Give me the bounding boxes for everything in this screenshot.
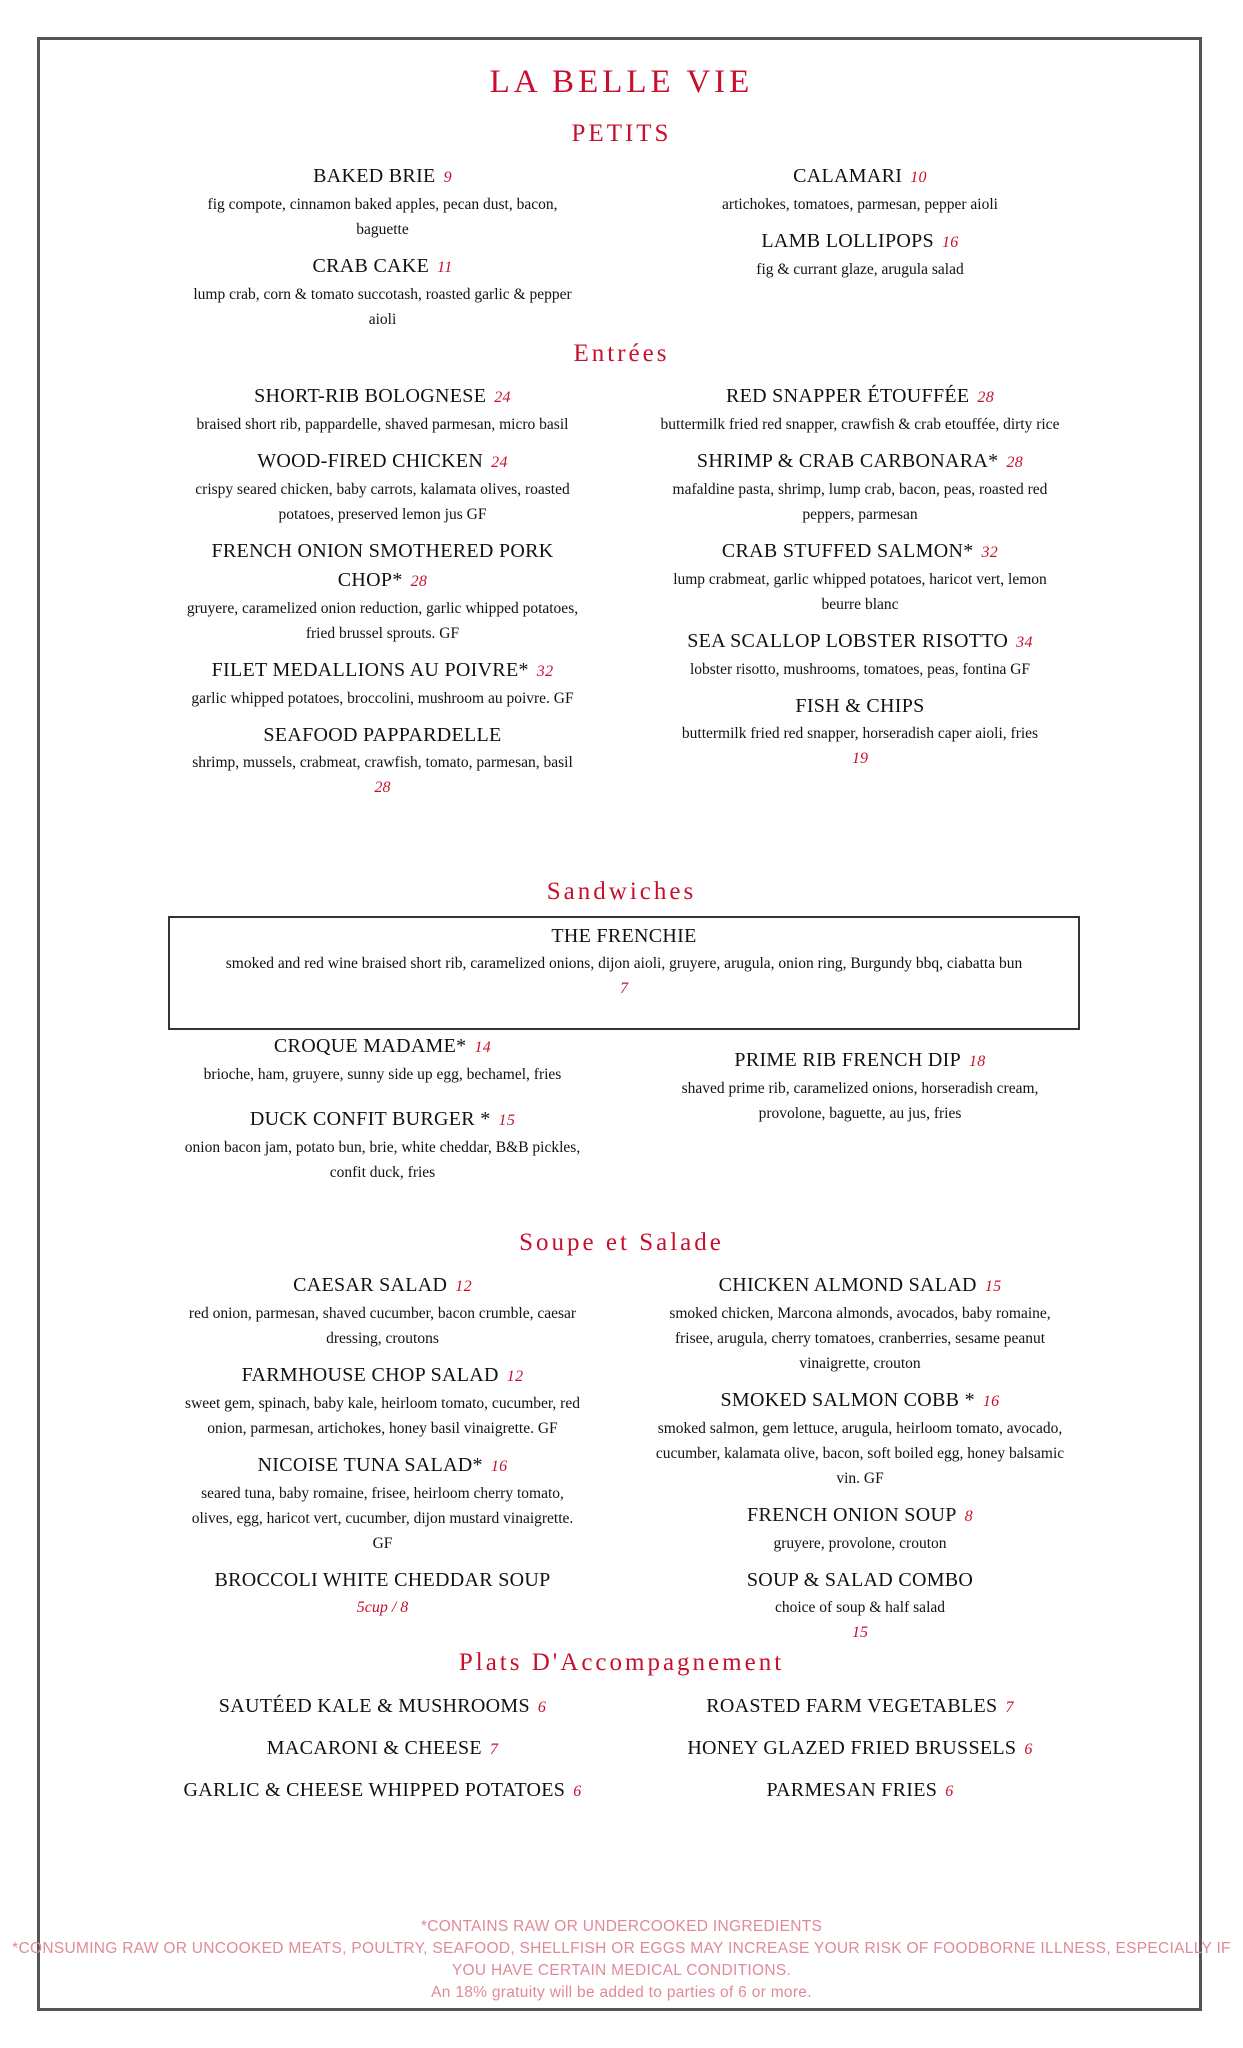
menu-item: [655, 227, 1065, 282]
item-description: shrimp, mussels, crabmeat, crawfish, tomato, parmesan, basil: [192, 754, 573, 771]
item-name: CRAB STUFFED SALMON*: [721, 540, 974, 562]
item-price: 28: [374, 779, 391, 796]
item-price: 19: [852, 750, 868, 767]
item-description: fig & currant glaze, arugula salad: [756, 261, 964, 278]
item-name-line: [655, 537, 1065, 567]
item-price: 15: [852, 1624, 868, 1641]
menu-item: [180, 1361, 585, 1441]
item-name: FARMHOUSE CHOP SALAD: [241, 1364, 499, 1386]
petits-left-column: [180, 162, 585, 342]
item-price: 7: [489, 1741, 499, 1758]
item-name-line: [655, 1386, 1065, 1416]
item-name: HONEY GLAZED FRIED BRUSSELS: [687, 1737, 1017, 1759]
item-name: MACARONI & CHEESE: [266, 1737, 482, 1759]
item-description: lump crab, corn & tomato succotash, roasted garlic & pepper aioli: [193, 286, 572, 328]
item-name: FILET MEDALLIONS AU POIVRE*: [211, 659, 529, 681]
item-name: ROASTED FARM VEGETABLES: [706, 1695, 998, 1717]
item-description: lobster risotto, mushrooms, tomatoes, peas, fontina GF: [689, 661, 1031, 678]
item-description: fig compote, cinnamon baked apples, pecan dust, bacon, baguette: [207, 196, 558, 238]
item-name-line: [180, 1774, 585, 1808]
soupe-right-column: [655, 1271, 1065, 1655]
item-price: 6: [573, 1783, 582, 1800]
item-name-line: [180, 1105, 585, 1135]
item-name: PARMESAN FRIES: [766, 1779, 938, 1801]
menu-item: [180, 447, 585, 527]
item-name-line: [655, 382, 1065, 412]
item-price: 7: [1005, 1699, 1014, 1716]
footer-raw-note: *CONTAINS RAW OR UNDERCOOKED INGREDIENTS: [420, 1918, 823, 1935]
item-description: mafaldine pasta, shrimp, lump crab, bacon, peas, roasted red peppers, parmesan: [672, 481, 1048, 523]
item-price: 14: [474, 1039, 492, 1056]
item-name: THE FRENCHIE: [551, 925, 697, 947]
item-price: 28: [410, 573, 428, 590]
item-price: 16: [941, 234, 959, 251]
restaurant-title: LA BELLE VIE: [489, 64, 754, 100]
petits-right-column: [655, 162, 1065, 292]
item-name: CAESAR SALAD: [293, 1274, 448, 1296]
item-name-line: [180, 447, 585, 477]
section-heading-sandwiches: Sandwiches: [546, 878, 697, 905]
item-description: brioche, ham, gruyere, sunny side up egg, bechamel, fries: [203, 1066, 562, 1083]
sides-left-column: [180, 1690, 585, 1816]
item-name-line: [180, 1032, 585, 1062]
item-price: 15: [984, 1278, 1002, 1295]
item-name-line: [655, 1501, 1065, 1531]
item-price: 12: [506, 1368, 524, 1385]
menu-item: [180, 1690, 585, 1724]
soupe-left-column: [180, 1271, 585, 1630]
item-name: CHICKEN ALMOND SALAD: [718, 1274, 977, 1296]
item-name: FRENCH ONION SMOTHERED PORK CHOP*: [211, 540, 554, 591]
item-name-line: [655, 1566, 1065, 1595]
menu-item: [655, 537, 1065, 617]
menu-item: [180, 382, 585, 437]
item-name-line: [180, 656, 585, 686]
item-name: SMOKED SALMON COBB *: [720, 1389, 975, 1411]
item-description: gruyere, caramelized onion reduction, garlic whipped potatoes, fried brussel sprouts. GF: [186, 600, 579, 642]
item-name-line: [655, 692, 1065, 721]
item-name: RED SNAPPER ÉTOUFFÉE: [725, 385, 970, 407]
menu-item: [180, 721, 585, 800]
menu-item: [655, 1046, 1065, 1126]
menu-item: [655, 1690, 1065, 1724]
item-price: 34: [1016, 634, 1033, 651]
item-description: braised short rib, pappardelle, shaved parmesan, micro basil: [196, 416, 569, 433]
item-name: FRENCH ONION SOUP: [747, 1504, 957, 1526]
item-price: 9: [443, 169, 452, 186]
item-description: gruyere, provolone, crouton: [773, 1535, 947, 1552]
item-name-line: [655, 627, 1065, 657]
item-description: garlic whipped potatoes, broccolini, mushroom au poivre. GF: [191, 690, 574, 707]
item-name-line: [180, 1566, 585, 1595]
menu-item: [655, 1732, 1065, 1766]
item-name-line: [655, 1046, 1065, 1076]
menu-item: [655, 1566, 1065, 1645]
item-description: buttermilk fried red snapper, horseradish caper aioli, fries: [681, 725, 1039, 742]
menu-item: [655, 692, 1065, 771]
item-price: 28: [1006, 454, 1024, 471]
item-name: SAUTÉED KALE & MUSHROOMS: [218, 1695, 530, 1717]
menu-item: [655, 1386, 1065, 1491]
menu-item: [655, 447, 1065, 527]
menu-item: [655, 627, 1065, 682]
menu-item: [180, 1105, 585, 1185]
item-name-line: [180, 537, 585, 596]
item-price: 15: [498, 1112, 516, 1129]
item-description: seared tuna, baby romaine, frisee, heirloom cherry tomato, olives, egg, haricot vert, cucumber, dijon mustard vinaigrette. GF: [191, 1485, 574, 1552]
menu-item: [655, 162, 1065, 217]
item-price: 24: [494, 389, 511, 406]
item-name-line: [180, 721, 585, 750]
item-price: 6: [537, 1699, 547, 1716]
menu-item: [180, 1451, 585, 1556]
item-name-line: [655, 1774, 1065, 1808]
item-price: 11: [437, 259, 453, 276]
item-name: SOUP & SALAD COMBO: [746, 1569, 974, 1591]
section-heading-sides: Plats D'Accompagnement: [458, 1649, 785, 1676]
item-name: CALAMARI: [793, 165, 903, 187]
item-name-line: [180, 1361, 585, 1391]
footer-disclaimer: [0, 1916, 1243, 2004]
item-name: CROQUE MADAME*: [273, 1035, 467, 1057]
item-name: BROCCOLI WHITE CHEDDAR SOUP: [214, 1569, 551, 1591]
item-name: PRIME RIB FRENCH DIP: [734, 1049, 961, 1071]
item-name-line: [180, 1732, 585, 1766]
footer-consumption-warning: *CONSUMING RAW OR UNCOOKED MEATS, POULTRY, SEAFOOD, SHELLFISH OR EGGS MAY INCREASE YOUR RISK OF FOODBORNE ILLNESS, ESPECIALLY IF YOU HAVE CERTAIN MEDICAL CONDITIONS.: [12, 1940, 1231, 1979]
menu-item: [180, 537, 585, 646]
menu-item: [180, 1566, 585, 1620]
item-price: 7: [620, 980, 628, 997]
sandwiches-right-column: [655, 1046, 1065, 1136]
item-name: SHORT-RIB BOLOGNESE: [254, 385, 487, 407]
item-price: 8: [964, 1508, 973, 1525]
entrees-right-column: [655, 382, 1065, 781]
item-price: 10: [910, 169, 927, 186]
item-price: 5cup / 8: [356, 1599, 409, 1616]
item-price: 32: [981, 544, 999, 561]
item-name: FISH & CHIPS: [795, 695, 925, 717]
item-price: 6: [945, 1783, 954, 1800]
section-heading-entrees: Entrées: [573, 340, 670, 367]
menu-item: [180, 162, 585, 242]
item-price: 18: [969, 1053, 986, 1070]
item-description: sweet gem, spinach, baby kale, heirloom tomato, cucumber, red onion, parmesan, artichokes, honey basil vinaigrette. GF: [185, 1395, 580, 1437]
item-name: BAKED BRIE: [313, 165, 436, 187]
footer-gratuity-note: An 18% gratuity will be added to parties of 6 or more.: [431, 1984, 812, 2001]
item-description: buttermilk fried red snapper, crawfish & crab etouffée, dirty rice: [660, 416, 1060, 433]
section-heading-petits: PETITS: [571, 120, 672, 147]
item-price: 28: [977, 389, 995, 406]
menu-item: [655, 1774, 1065, 1808]
item-name: SEAFOOD PAPPARDELLE: [263, 724, 502, 746]
menu-item: [180, 252, 585, 332]
menu-item: [180, 1774, 585, 1808]
item-name-line: [655, 162, 1065, 192]
item-name-line: [655, 1732, 1065, 1766]
menu-item: [655, 1501, 1065, 1556]
item-name: NICOISE TUNA SALAD*: [257, 1454, 483, 1476]
item-name: SEA SCALLOP LOBSTER RISOTTO: [687, 630, 1009, 652]
item-name-line: [180, 1690, 585, 1724]
item-description: smoked and red wine braised short rib, caramelized onions, dijon aioli, gruyere, arugula, onion ring, Burgundy bbq, ciabatta bun: [225, 955, 1023, 972]
menu-item: [180, 656, 585, 711]
item-description: red onion, parmesan, shaved cucumber, bacon crumble, caesar dressing, croutons: [188, 1305, 577, 1347]
item-name: DUCK CONFIT BURGER *: [249, 1108, 491, 1130]
item-description: choice of soup & half salad: [774, 1599, 945, 1616]
sides-right-column: [655, 1690, 1065, 1816]
item-name-line: [180, 382, 585, 412]
sandwiches-left-column: [180, 1032, 585, 1203]
item-name-line: [180, 1451, 585, 1481]
item-name-line: [655, 1271, 1065, 1301]
item-name-line: [180, 252, 585, 282]
item-name-line: [655, 227, 1065, 257]
menu-item: [180, 1732, 585, 1766]
item-name: LAMB LOLLIPOPS: [761, 230, 934, 252]
item-description: onion bacon jam, potato bun, brie, white cheddar, B&B pickles, confit duck, fries: [184, 1139, 581, 1181]
menu-item: [655, 1271, 1065, 1376]
item-description: smoked chicken, Marcona almonds, avocados, baby romaine, frisee, arugula, cherry tomatoes, cranberries, sesame peanut vinaigrette, crouton: [669, 1305, 1051, 1372]
item-description: shaved prime rib, caramelized onions, horseradish cream, provolone, baguette, au jus, fries: [681, 1080, 1039, 1122]
item-description: crispy seared chicken, baby carrots, kalamata olives, roasted potatoes, preserved lemon jus GF: [195, 481, 570, 523]
featured-sandwich-box: [168, 916, 1080, 1030]
item-name-line: [180, 162, 585, 192]
item-price: 6: [1024, 1741, 1033, 1758]
item-name: SHRIMP & CRAB CARBONARA*: [696, 450, 999, 472]
item-price: 16: [982, 1393, 1000, 1410]
menu-item: [180, 1271, 585, 1351]
item-price: 16: [490, 1458, 508, 1475]
item-price: 24: [491, 454, 508, 471]
item-name-line: [655, 447, 1065, 477]
menu-item: [655, 382, 1065, 437]
item-price: 32: [536, 663, 554, 680]
item-name: CRAB CAKE: [312, 255, 430, 277]
item-price: 12: [455, 1278, 472, 1295]
item-description: smoked salmon, gem lettuce, arugula, heirloom tomato, avocado, cucumber, kalamata olive, bacon, soft boiled egg, honey balsamic vin. GF: [655, 1420, 1065, 1487]
entrees-left-column: [180, 382, 585, 810]
item-description: artichokes, tomatoes, parmesan, pepper aioli: [722, 196, 998, 213]
item-name-line: [180, 1271, 585, 1301]
section-heading-soupe: Soupe et Salade: [519, 1229, 724, 1256]
item-name-line: [655, 1690, 1065, 1724]
item-name: WOOD-FIRED CHICKEN: [257, 450, 484, 472]
item-name: GARLIC & CHEESE WHIPPED POTATOES: [183, 1779, 566, 1801]
item-description: lump crabmeat, garlic whipped potatoes, haricot vert, lemon beurre blanc: [673, 571, 1047, 613]
menu-item: [180, 1032, 585, 1087]
